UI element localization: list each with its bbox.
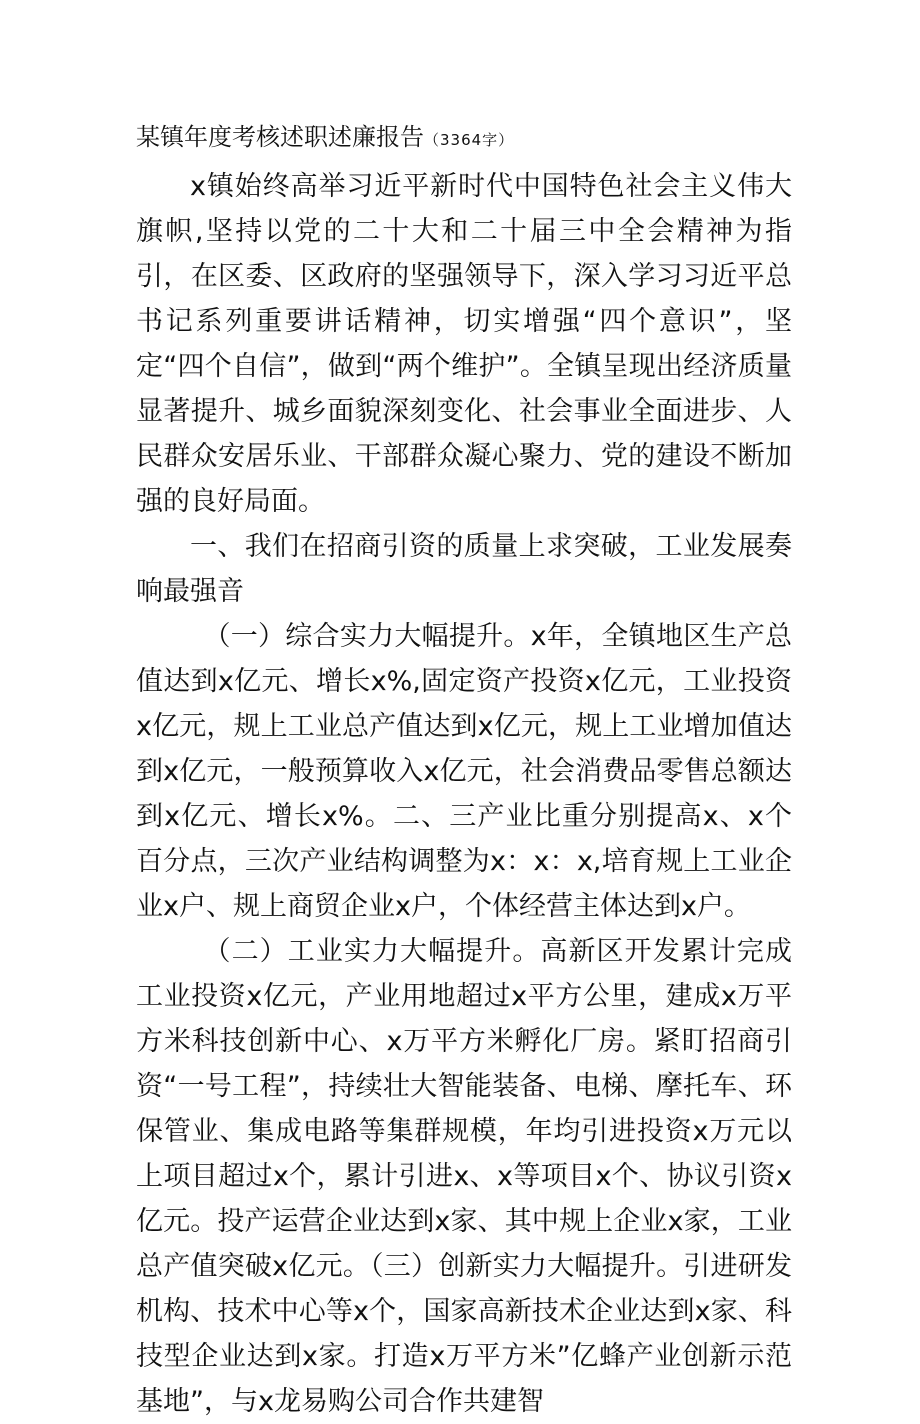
subsection-paragraph: （一）综合实力大幅提升。x年，全镇地区生产总值达到x亿元、增长x%,固定资产投资x亿元，工业投资x亿元，规上工业总产值达到x亿元，规上工业增加值达到x亿元，一般预算收入x亿元，社会消费品零售总额达到x亿元、增长x%。二、三产业比重分别提高x、x个百分点，三次产业结构调整为x：x：x,培育规上工业企业x户、规上商贸企业x户，个体经营主体达到x户。: [136, 621, 792, 922]
title-text: 某镇年度考核述职述廉报告: [136, 123, 424, 151]
intro-paragraph: x镇始终高举习近平新时代中国特色社会主义伟大旗帜,坚持以党的二十大和二十届三中全会精神为指引，在区委、区政府的坚强领导下，深入学习习近平总书记系列重要讲话精神，切实增强“四个意识”，坚定“四个自信”，做到“两个维护”。全镇呈现出经济质量显著提升、城乡面貌深刻变化、社会事业全面进步、人民群众安居乐业、干部群众凝心聚力、党的建设不断加强的良好局面。: [136, 171, 792, 517]
document-body: [136, 164, 792, 1424]
section-heading: 一、我们在招商引资的质量上求突破，工业发展奏响最强音: [136, 531, 792, 607]
document-title: [136, 118, 836, 159]
word-count: （3364字）: [424, 131, 515, 149]
subsection-paragraph: （二）工业实力大幅提升。高新区开发累计完成工业投资x亿元，产业用地超过x平方公里，建成x万平方米科技创新中心、x万平方米孵化厂房。紧盯招商引资“一号工程”，持续壮大智能装备、电梯、摩托车、环保管业、集成电路等集群规模，年均引进投资x万元以上项目超过x个，累计引进x、x等项目x个、协议引资x亿元。投产运营企业达到x家、其中规上企业x家，工业总产值突破x亿元。（三）创新实力大幅提升。引进研发机构、技术中心等x个，国家高新技术企业达到x家、科技型企业达到x家。打造x万平方米”亿蜂产业创新示范基地”，与x龙易购公司合作共建智: [136, 936, 792, 1417]
